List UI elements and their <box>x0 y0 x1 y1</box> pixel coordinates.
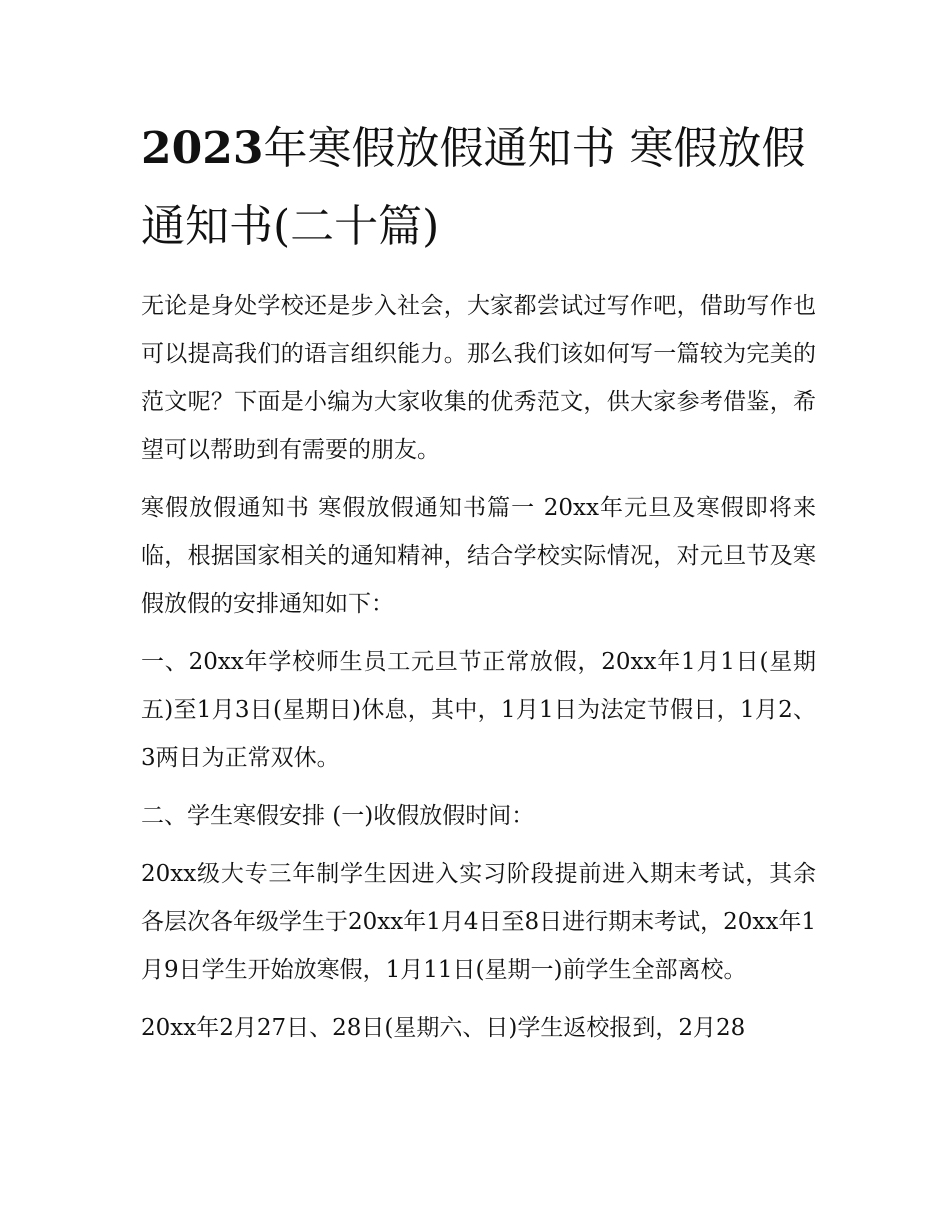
title-year: 2023 <box>141 123 264 174</box>
title-text: 年寒假放假通知书 寒假放假通知书(二十篇) <box>141 123 806 252</box>
paragraph-return-date: 20xx年2月27日、28日(星期六、日)学生返校报到，2月28 <box>141 1015 746 1041</box>
document-body <box>141 282 816 1052</box>
paragraph-intro: 无论是身处学校还是步入社会，大家都尝试过写作吧，借助写作也可以提高我们的语言组织能力。那么我们该如何写一篇较为完美的范文呢？下面是小编为大家收集的优秀范文，供大家参考借鉴，希望可以帮助到有需要的朋友。 <box>141 293 816 463</box>
paragraph-new-year-holiday: 一、20xx年学校师生员工元旦节正常放假，20xx年1月1日(星期五)至1月3日(星期日)休息，其中，1月1日为法定节假日，1月2、3两日为正常双休。 <box>141 649 816 771</box>
paragraph-exam-schedule: 20xx级大专三年制学生因进入实习阶段提前进入期末考试，其余各层次各年级学生于20xx年1月4日至8日进行期末考试，20xx年1月9日学生开始放寒假，1月11日(星期一)前学生全部离校。 <box>141 861 816 983</box>
document-page <box>141 110 816 1062</box>
document-title <box>141 110 816 266</box>
paragraph-notice-intro: 寒假放假通知书 寒假放假通知书篇一 20xx年元旦及寒假即将来临，根据国家相关的通知精神，结合学校实际情况，对元旦节及寒假放假的安排通知如下： <box>141 495 816 617</box>
paragraph-winter-break-heading: 二、学生寒假安排 (一)收假放假时间： <box>141 803 535 829</box>
